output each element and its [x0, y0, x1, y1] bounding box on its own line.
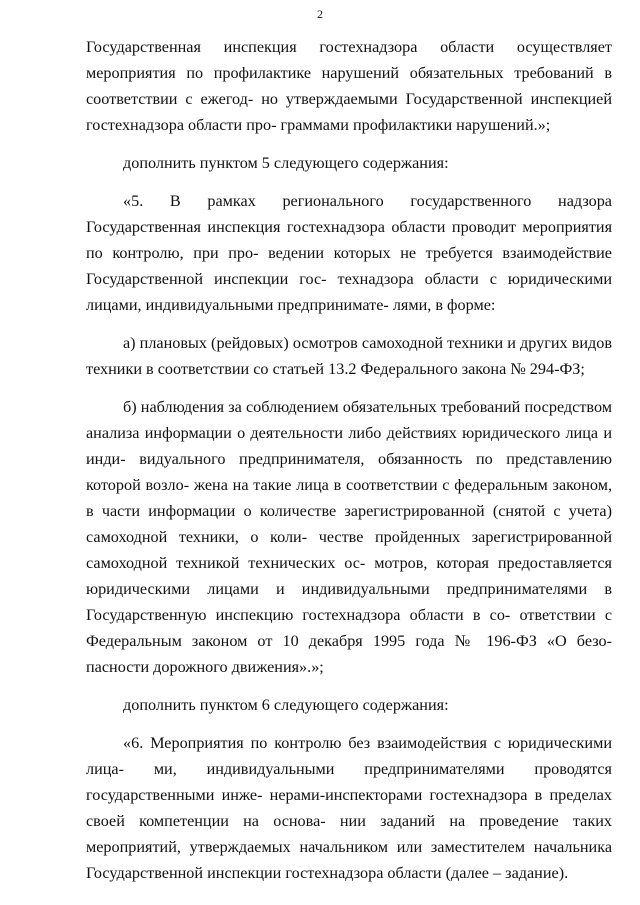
page-number: 2	[317, 7, 323, 21]
document-body	[86, 34, 612, 886]
paragraph-add-point-5: дополнить пунктом 5 следующего содержания:	[123, 154, 449, 172]
paragraph-intro-continuation: Государственная инспекция гостехнадзора области осуществляет мероприятия по профилактике нарушений обязательных требований в соответствии с ежегод- но утверждаемыми Государственной инспекцией гостехнадзора области про- граммами профилактики нарушений.»;	[86, 38, 613, 134]
paragraph-subpoint-a: а) плановых (рейдовых) осмотров самоходной техники и других видов техники в соответствии со статьей 13.2 Федерального закона № 294-ФЗ;	[86, 334, 612, 378]
paragraph-subpoint-b: б) наблюдения за соблюдением обязательных требований посредством анализа информации о деятельности либо действиях юридического лица и инди- видуального предпринимателя, обязанность по представлению которой возло- жена на такие лица в соответствии с федеральным законом, в части информации о количестве зарегистрированной (снятой с учета) самоходной техники, о коли- честве пройденных зарегистрированной самоходной техникой технических ос- мотров, которая предоставляется юридическими лицами и индивидуальными предпринимателями в Государственную инспекцию гостехнадзора области в со- ответствии с Федеральным законом от 10 декабря 1995 года № 196-ФЗ «О безо- пасности дорожного движения».»;	[86, 398, 613, 676]
paragraph-add-point-6: дополнить пунктом 6 следующего содержания:	[123, 696, 449, 714]
paragraph-point-6: «6. Мероприятия по контролю без взаимодействия с юридическими лица- ми, индивидуальными предпринимателями проводятся государственными инже- нерами-инспекторами гостехнадзора в пределах своей компетенции на основа- нии заданий на проведение таких мероприятий, утверждаемых начальником или заместителем начальника Государственной инспекции гостехнадзора области (далее – задание).	[86, 734, 613, 882]
paragraph-point-5: «5. В рамках регионального государственного надзора Государственная инспекция гостехнадзора области проводит мероприятия по контролю, при про- ведении которых не требуется взаимодействие Государственной инспекции гос- технадзора области с юридическими лицами, индивидуальными предпринимате- лями, в форме:	[86, 192, 613, 314]
